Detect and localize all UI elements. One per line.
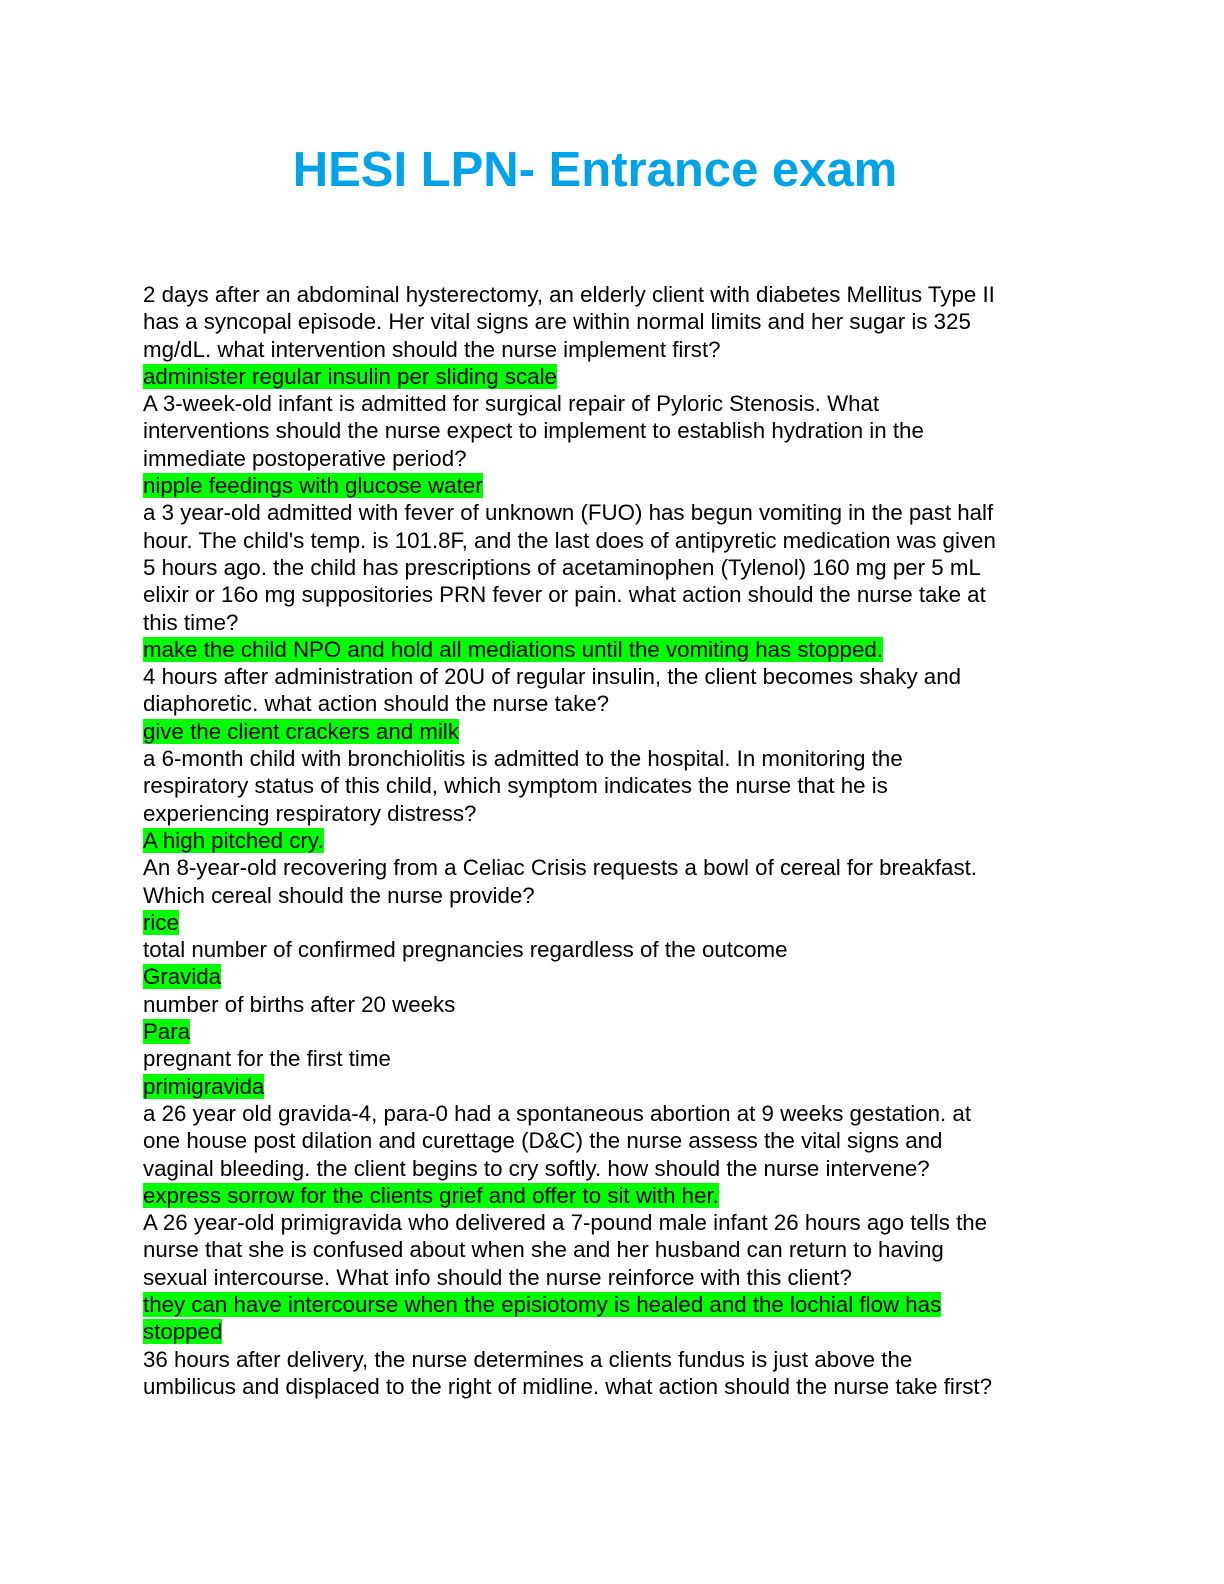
answer-highlight [143,1182,1083,1209]
answer-highlight [143,1291,1083,1346]
question-text: a 6-month child with bronchiolitis is admitted to the hospital. In monitoring the respiratory status of this child, which symptom indicates the nurse that he is experiencing respiratory distress? [143,746,903,826]
answer-text: Gravida [143,964,222,990]
answer-highlight [143,1073,1083,1100]
answer-text: rice [143,909,179,935]
question-text: 36 hours after delivery, the nurse determines a clients fundus is just above the umbilicus and displaced to the right of midline. what action should the nurse take first? [143,1346,992,1399]
question-text: total number of confirmed pregnancies regardless of the outcome [143,937,788,963]
qa-list [143,281,1083,1400]
document-title: HESI LPN- Entrance exam [292,143,898,197]
answer-highlight [143,827,1083,854]
question-text: A 3-week-old infant is admitted for surgical repair of Pyloric Stenosis. What interventions should the nurse expect to implement to establish hydration in the immediate postoperative period? [143,391,924,471]
answer-highlight [143,1018,1083,1045]
answer-highlight [143,963,1083,990]
question-text: a 3 year-old admitted with fever of unknown (FUO) has begun vomiting in the past half hour. The child's temp. is 101.8F, and the last does of antipyretic medication was given 5 hours ago. the child has prescriptions of acetaminophen (Tylenol) 160 mg per 5 mL elixir or 16o mg suppositories PRN fever or pain. what action should the nurse take at this time? [143,500,996,635]
answer-text: make the child NPO and hold all mediations until the vomiting has stopped. [143,636,883,662]
answer-text: express sorrow for the clients grief and offer to sit with her. [143,1182,719,1208]
answer-highlight [143,363,1083,390]
answer-text: A high pitched cry. [143,827,324,853]
answer-text: Para [143,1019,191,1045]
answer-text: nipple feedings with glucose water [143,473,483,499]
answer-text: give the client crackers and milk [143,718,459,744]
answer-text: administer regular insulin per sliding scale [143,363,557,389]
answer-text: primigravida [143,1073,265,1099]
question-text: number of births after 20 weeks [143,991,456,1017]
answer-highlight [143,909,1083,936]
question-text: A 26 year-old primigravida who delivered a 7-pound male infant 26 hours ago tells the nurse that she is confused about when she and her husband can return to having sexual intercourse. What info should the nurse reinforce with this client? [143,1210,988,1290]
question-text: 4 hours after administration of 20U of regular insulin, the client becomes shaky and diaphoretic. what action should the nurse take? [143,664,961,717]
question-text: a 26 year old gravida-4, para-0 had a spontaneous abortion at 9 weeks gestation. at one house post dilation and curettage (D&C) the nurse assess the vital signs and vaginal bleeding. the client begins to cry softly. how should the nurse intervene? [143,1100,972,1181]
answer-highlight [143,472,1083,499]
question-text: 2 days after an abdominal hysterectomy, an elderly client with diabetes Mellitus Type II has a syncopal episode. Her vital signs are within normal limits and her sugar is 325 mg/dL. what intervention should the nurse implement first? [143,282,995,362]
answer-text: they can have intercourse when the episiotomy is healed and the lochial flow has stopped [143,1291,942,1345]
answer-highlight [143,718,1083,745]
question-text: An 8-year-old recovering from a Celiac Crisis requests a bowl of cereal for breakfast. Which cereal should the nurse provide? [143,855,977,908]
question-text: pregnant for the first time [143,1046,391,1072]
answer-highlight [143,636,1083,663]
